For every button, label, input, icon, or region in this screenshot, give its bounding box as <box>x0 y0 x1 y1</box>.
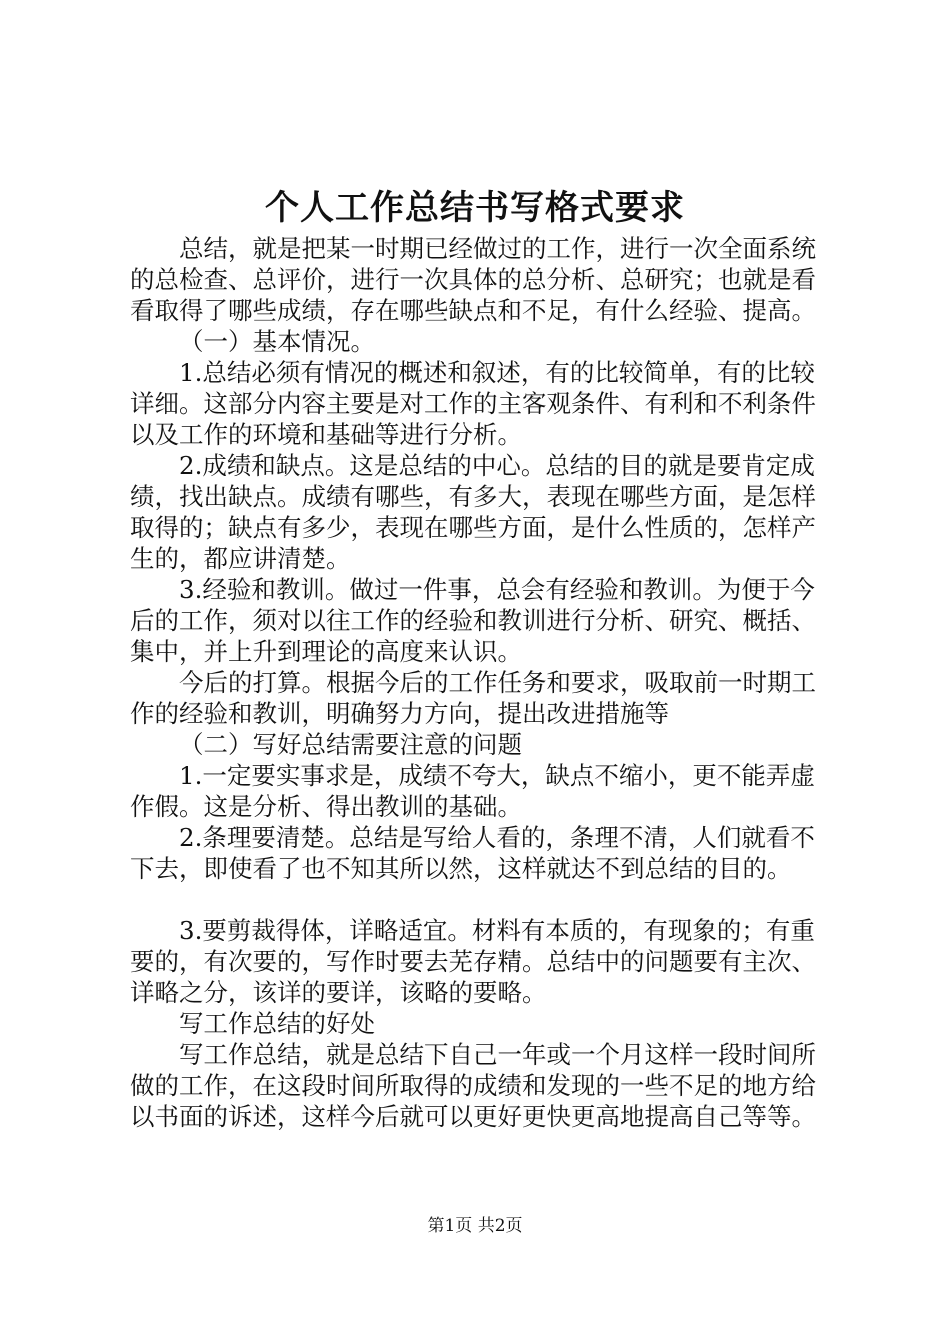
benefits-paragraph: 写工作总结，就是总结下自己一年或一个月这样一段时间所做的工作，在这段时间所取得的成绩和发现的一些不足的地方给以书面的诉述，这样今后就可以更好更快更高地提高自己等等。 <box>130 1040 816 1131</box>
blank-line <box>130 884 836 915</box>
item-paragraph: 2.条理要清楚。总结是写给人看的，条理不清，人们就看不下去，即使看了也不知其所以然，这样就达不到总结的目的。 <box>130 823 815 883</box>
intro-paragraph: 总结，就是把某一时期已经做过的工作，进行一次全面系统的总检查、总评价，进行一次具体的总分析、总研究；也就是看看取得了哪些成绩，存在哪些缺点和不足，有什么经验、提高。 <box>130 234 816 325</box>
section-heading-notes: （二）写好总结需要注意的问题 <box>179 730 522 759</box>
document-body <box>130 233 836 1132</box>
section-heading-benefits: 写工作总结的好处 <box>179 1009 375 1038</box>
item-paragraph: 1.一定要实事求是，成绩不夸大，缺点不缩小，更不能弄虚作假。这是分析、得出教训的基础。 <box>130 761 815 821</box>
document-title: 个人工作总结书写格式要求 <box>265 188 685 228</box>
page-number: 第1页 共2页 <box>427 1216 523 1236</box>
item-paragraph: 2.成绩和缺点。这是总结的中心。总结的目的就是要肯定成绩，找出缺点。成绩有哪些，有多大，表现在哪些方面，是怎样取得的；缺点有多少，表现在哪些方面，是什么性质的，怎样产生的，都应讲清楚。 <box>130 451 816 573</box>
section-heading-basic: （一）基本情况。 <box>179 327 375 356</box>
item-paragraph: 1.总结必须有情况的概述和叙述，有的比较简单，有的比较详细。这部分内容主要是对工作的主客观条件、有利和不利条件以及工作的环境和基础等进行分析。 <box>130 358 816 449</box>
plan-paragraph: 今后的打算。根据今后的工作任务和要求，吸取前一时期工作的经验和教训，明确努力方向，提出改进措施等 <box>130 668 816 728</box>
item-paragraph: 3.经验和教训。做过一件事，总会有经验和教训。为便于今后的工作，须对以往工作的经验和教训进行分析、研究、概括、集中，并上升到理论的高度来认识。 <box>130 575 816 666</box>
item-paragraph: 3.要剪裁得体，详略适宜。材料有本质的，有现象的；有重要的，有次要的，写作时要去芜存精。总结中的问题要有主次、详略之分，该详的要详，该略的要略。 <box>130 916 816 1007</box>
